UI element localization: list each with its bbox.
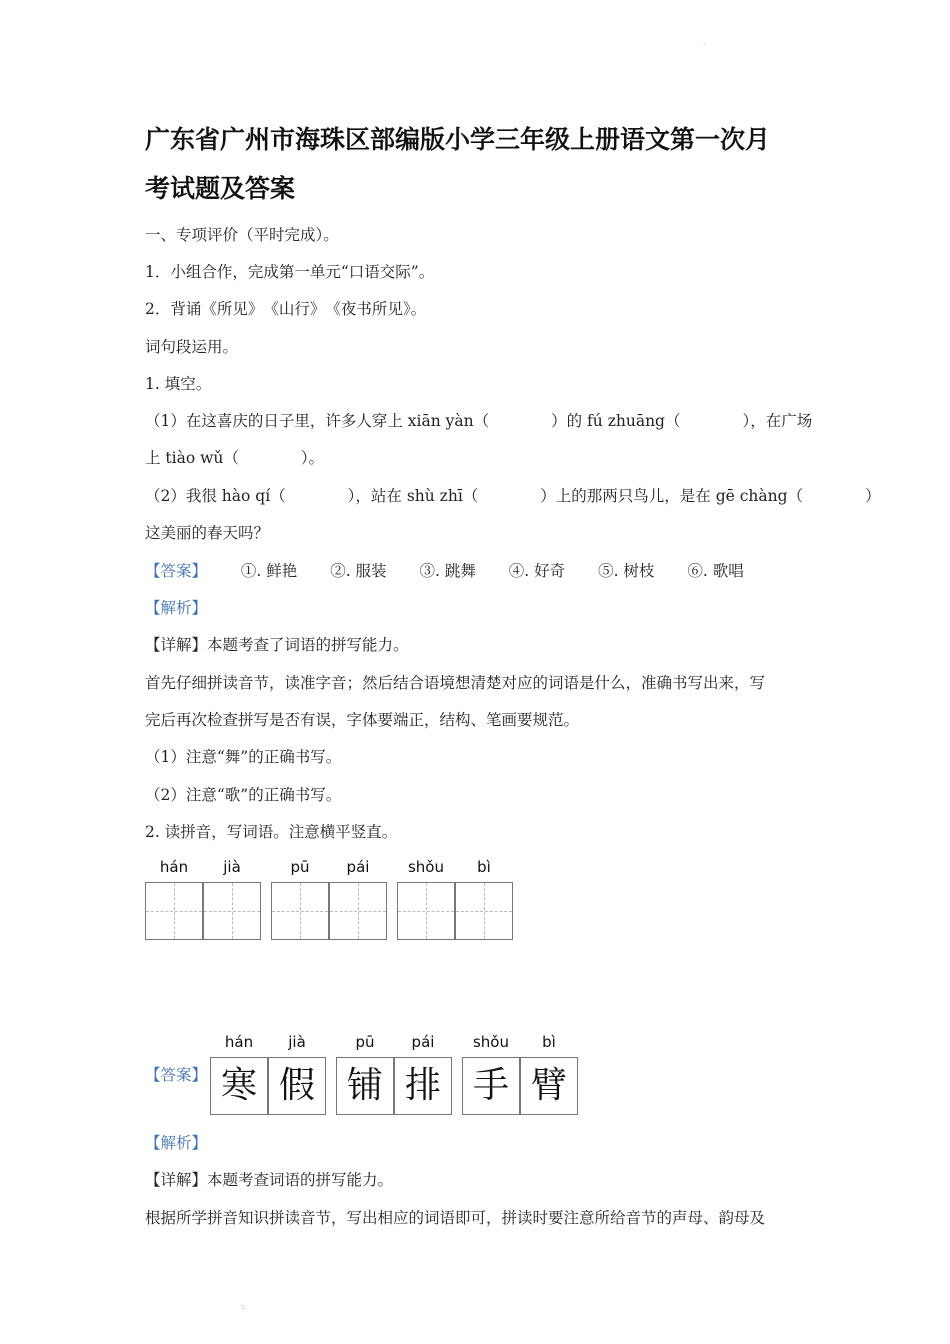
pinyin-label: shǒu xyxy=(472,1033,509,1051)
answer-char: 寒 xyxy=(220,1065,257,1106)
answer-char: 铺 xyxy=(346,1065,383,1106)
analysis-tag: 【解析】 xyxy=(145,1134,208,1152)
pinyin-label: bì xyxy=(477,858,491,876)
explanation-text: 完后再次检查拼写是否有误，字体要端正，结构、笔画要规范。 xyxy=(145,711,580,729)
pinyin-label: jià xyxy=(288,1033,306,1051)
note-text: （2）注意“歌”的正确书写。 xyxy=(145,786,342,804)
explanation-text: 首先仔细拼读音节，读准字音；然后结合语境想清楚对应的词语是什么，准确书写出来，写 xyxy=(145,674,766,692)
answer-row xyxy=(145,560,772,582)
pinyin-label: bì xyxy=(542,1033,556,1051)
page-title-line2: 考试题及答案 xyxy=(145,174,296,203)
detail-line: 【详解】本题考查了词语的拼写能力。 xyxy=(145,636,409,654)
pinyin-label: pái xyxy=(346,858,370,876)
note-text: （1）注意“舞”的正确书写。 xyxy=(145,748,342,766)
answer-cell xyxy=(520,1057,578,1115)
answer-tag: 【答案】 xyxy=(145,1066,208,1084)
answer-grid xyxy=(210,1033,590,1117)
pinyin-label: shǒu xyxy=(407,858,444,876)
pinyin-label: pū xyxy=(290,858,310,876)
answer-item: ⑤. 树枝 xyxy=(598,562,655,580)
writing-cell[interactable] xyxy=(203,882,261,940)
answer-item: ⑥. 歌唱 xyxy=(687,562,744,580)
pinyin-label: hán xyxy=(159,858,189,876)
answer-char: 排 xyxy=(404,1065,441,1106)
answer-cell xyxy=(336,1057,394,1115)
writing-cell[interactable] xyxy=(329,882,387,940)
section-heading: 词句段运用。 xyxy=(145,338,239,356)
page-mark: ·: xyxy=(240,1302,246,1311)
writing-cell[interactable] xyxy=(455,882,513,940)
section-heading: 一、专项评价（平时完成）。 xyxy=(145,226,339,244)
answer-item: ①. 鲜艳 xyxy=(240,562,298,580)
answer-item: ②. 服装 xyxy=(330,562,387,580)
question-text: （2）我很 hào qí（ ），站在 shù zhī（ ）上的那两只鸟儿，是在 gē chàng（ ） xyxy=(145,487,881,505)
question-text: 上 tiào wǔ（ ）。 xyxy=(145,449,325,467)
explanation-text: 根据所学拼音知识拼读音节，写出相应的词语即可，拼读时要注意所给音节的声母、韵母及 xyxy=(145,1209,766,1227)
answer-cell xyxy=(268,1057,326,1115)
question-title: 2. 读拼音，写词语。注意横平竖直。 xyxy=(145,823,398,841)
task-item: 1．小组合作，完成第一单元“口语交际”。 xyxy=(145,263,435,281)
question-title: 1. 填空。 xyxy=(145,375,212,393)
answer-cell xyxy=(210,1057,268,1115)
writing-cell[interactable] xyxy=(397,882,455,940)
detail-tag: 【详解】 xyxy=(145,636,208,654)
pinyin-label: jià xyxy=(223,858,241,876)
writing-cell[interactable] xyxy=(145,882,203,940)
writing-cell[interactable] xyxy=(271,882,329,940)
question-text: （1）在这喜庆的日子里，许多人穿上 xiān yàn（ ）的 fú zhuāng（ ），在广场 xyxy=(145,412,813,430)
answer-item: ④. 好奇 xyxy=(508,562,566,580)
question-text: 这美丽的春天吗？ xyxy=(145,524,270,542)
page-mark: · xyxy=(703,40,706,49)
answer-item: ③. 跳舞 xyxy=(419,562,476,580)
pinyin-label: pū xyxy=(355,1033,375,1051)
answer-tag: 【答案】 xyxy=(145,562,208,580)
detail-tag: 【详解】 xyxy=(145,1171,208,1189)
answer-cell xyxy=(394,1057,452,1115)
analysis-tag: 【解析】 xyxy=(145,599,208,617)
detail-line: 【详解】本题考查词语的拼写能力。 xyxy=(145,1171,394,1189)
pinyin-label: pái xyxy=(411,1033,435,1051)
writing-grid xyxy=(145,858,525,942)
page-title-line1: 广东省广州市海珠区部编版小学三年级上册语文第一次月 xyxy=(145,125,771,154)
answer-char: 假 xyxy=(278,1065,315,1106)
pinyin-label: hán xyxy=(224,1033,254,1051)
answer-char: 臂 xyxy=(530,1065,567,1106)
answer-char: 手 xyxy=(472,1065,509,1106)
task-item: 2．背诵《所见》 《山行》 《夜书所见》。 xyxy=(145,300,427,318)
answer-cell xyxy=(462,1057,520,1115)
